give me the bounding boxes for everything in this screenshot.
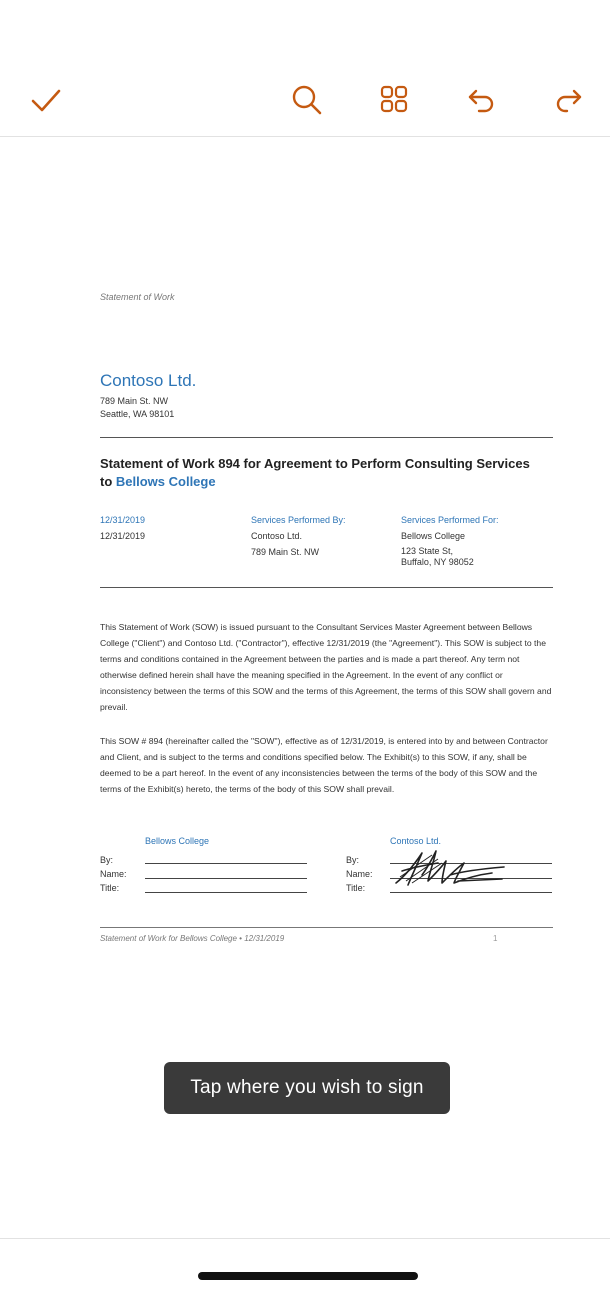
title-label: Title:: [100, 883, 120, 893]
performed-by-label: Services Performed By:: [251, 515, 346, 525]
performed-by-line1: Contoso Ltd.: [251, 531, 303, 541]
divider: [100, 587, 553, 588]
title-client: Bellows College: [115, 474, 216, 489]
date-1: 12/31/2019: [100, 515, 146, 525]
signature-line-by-left[interactable]: [145, 863, 307, 864]
thumbnails-icon[interactable]: [374, 80, 414, 120]
address-line2: Seattle, WA 98101: [100, 409, 175, 419]
signature-line-title-right[interactable]: [390, 892, 552, 893]
signature-right-fields: [346, 853, 373, 895]
handwritten-signature: [392, 845, 512, 889]
footer-divider: [100, 927, 553, 928]
performed-for-label: Services Performed For:: [401, 515, 499, 525]
divider: [100, 437, 553, 438]
search-icon[interactable]: [286, 80, 326, 120]
page-number: 1: [493, 934, 498, 943]
checkmark-icon[interactable]: [26, 80, 66, 120]
home-indicator[interactable]: [198, 1272, 418, 1280]
by-label: By:: [100, 855, 114, 865]
signature-right-label: Contoso Ltd.: [390, 836, 442, 846]
name-label: Name:: [100, 869, 127, 879]
performed-for-line3: Buffalo, NY 98052: [401, 557, 474, 567]
performed-for-line2: 123 State St,: [401, 546, 454, 556]
signature-line-name-left[interactable]: [145, 878, 307, 879]
undo-icon[interactable]: [462, 80, 502, 120]
performed-by-column: [251, 512, 346, 560]
company-name: Contoso Ltd.: [100, 371, 197, 390]
performed-for-column: [401, 512, 499, 568]
title-text: Statement of Work 894 for Agreement to Perform Consulting Services to: [100, 456, 530, 489]
paragraph-1: This Statement of Work (SOW) is issued pursuant to the Consultant Services Master Agreement between Bellows College ("Client") and Contoso Ltd. ("Contractor"), effective 12/31/2019 (the "Agreement"). This SOW is subject to the terms and conditions contained in the Agreement between the parties and is made a part thereof. Any term not otherwise defined herein shall have the meaning specified in the Agreement. In the event of any conflict or inconsistency between the terms of this SOW and the terms of this Agreement, the terms of this SOW shall govern and prevail.: [100, 622, 552, 712]
performed-for-line1: Bellows College: [401, 531, 466, 541]
performed-by-line2: 789 Main St. NW: [251, 547, 320, 557]
signature-left-fields: [100, 853, 127, 895]
dates-column: [100, 512, 145, 544]
by-label: By:: [346, 855, 360, 865]
signature-line-title-left[interactable]: [145, 892, 307, 893]
document-footer: Statement of Work for Bellows College • 12/31/2019: [100, 934, 285, 943]
bottom-divider: [0, 1238, 610, 1239]
title-label: Title:: [346, 883, 366, 893]
document-header: Statement of Work: [100, 292, 175, 302]
top-toolbar: [0, 0, 610, 137]
date-2: 12/31/2019: [100, 531, 146, 541]
paragraph-2: This SOW # 894 (hereinafter called the "SOW"), effective as of 12/31/2019, is entered into by and between Contractor and Client, and is subject to the terms and conditions specified below. The Exhibit(s) to this SOW, if any, shall be deemed to be a part hereof. In the event of any inconsistencies between the terms of the body of this SOW and the terms of the Exhibit(s) hereto, the terms of the body of this SOW shall prevail.: [100, 736, 548, 794]
signature-left-label: Bellows College: [145, 836, 210, 846]
company-address: [100, 395, 174, 421]
redo-icon[interactable]: [548, 80, 588, 120]
sign-hint-toast: Tap where you wish to sign: [164, 1062, 450, 1114]
address-line1: 789 Main St. NW: [100, 396, 169, 406]
document-title: [100, 455, 540, 491]
name-label: Name:: [346, 869, 373, 879]
